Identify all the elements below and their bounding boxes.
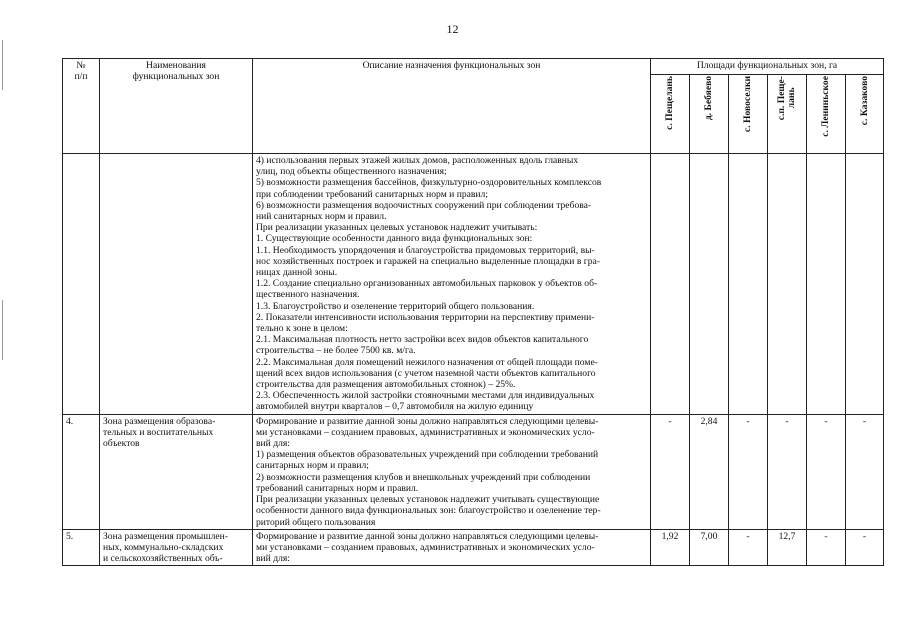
header-num: № п/п: [63, 59, 100, 154]
description-line: тельно к зоне в целом:: [256, 323, 348, 335]
area-value: [807, 154, 846, 415]
zone-name: [100, 414, 253, 529]
table-row: [63, 154, 884, 415]
description-line: 2. Показатели интенсивности использования территории на перспективу примени-: [256, 311, 595, 323]
header-area-col: с. Лениньское: [807, 75, 846, 154]
header-zone-name: Наименования функциональных зон: [100, 59, 253, 154]
description-line: 5) возможности размещения бассейнов, физкультурно-оздоровительных комплексов: [256, 177, 602, 189]
area-value: [729, 154, 768, 415]
zone-description: [253, 414, 651, 529]
description-line: 2.3. Обеспеченность жилой застройки стояночными местами для индивидуальных: [256, 390, 595, 402]
header-area-col: с. Пещелань: [651, 75, 690, 154]
table-row: [63, 529, 884, 566]
description-line: Формирование и развитие данной зоны должно направляться следующими целевы-: [256, 530, 599, 542]
description-line: риторий общего пользования: [256, 516, 376, 528]
row-number: 4.: [63, 414, 100, 529]
zone-description: [253, 529, 651, 566]
description-line: ми установками – созданием правовых, административных и экономических усло-: [256, 541, 595, 553]
header-description: Описание назначения функциональных зон: [253, 59, 651, 154]
description-line: ми установками – созданием правовых, административных и экономических усло-: [256, 426, 595, 438]
description-line: 2.2. Максимальная доля помещений нежилого назначения от общей площади поме-: [256, 356, 598, 368]
page-number: 12: [446, 22, 459, 36]
description-line: автомобилей внутри кварталов – 0,7 автомобиля на жилую единицу: [256, 401, 534, 413]
area-value: 7,00: [690, 529, 729, 566]
area-value: [651, 154, 690, 415]
description-line: 1.1. Необходимость упорядочения и благоустройства придомовых территорий, вы-: [256, 244, 595, 256]
zone-description: [253, 154, 651, 415]
scan-margin-mark: [2, 40, 3, 90]
description-line: 1.3. Благоустройство и озеленение территорий общего пользования.: [256, 300, 535, 312]
description-line: 1.2. Создание специально организованных автомобильных парковок у объектов об-: [256, 278, 598, 290]
area-value: -: [807, 529, 846, 566]
description-line: 1. Существующие особенности данного вида функциональных зон:: [256, 233, 533, 245]
description-line: ний санитарных норм и правил.: [256, 211, 387, 223]
description-line: 2.1. Максимальная плотность нетто застройки всех видов объектов капитального: [256, 334, 589, 346]
description-line: особенности данного вида функциональных зон: благоустройство и озеленение тер-: [256, 505, 601, 517]
area-value: 2,84: [690, 414, 729, 529]
area-value: [768, 154, 807, 415]
area-value: [846, 154, 884, 415]
description-line: 2) возможности размещения клубов и внешкольных учреждений при соблюдении: [256, 471, 591, 483]
area-value: -: [768, 414, 807, 529]
description-line: При реализации указанных целевых установок надлежит учитывать:: [256, 222, 538, 234]
description-line: вий для:: [256, 553, 290, 565]
scan-margin-mark: [2, 300, 3, 360]
zone-name-line: и сельскохозяйственных объ-: [103, 553, 223, 565]
description-line: вий для:: [256, 438, 290, 450]
area-value: 12,7: [768, 529, 807, 566]
description-line: 1) размещения объектов образовательных учреждений при соблюдении требований: [256, 449, 599, 461]
area-value: -: [729, 414, 768, 529]
description-line: санитарных норм и правил;: [256, 460, 369, 472]
header-area-col: д. Бебяево: [690, 75, 729, 154]
header-area-col: с.п. Пеще- лань: [768, 75, 807, 154]
description-line: Формирование и развитие данной зоны должно направляться следующими целевы-: [256, 415, 599, 427]
description-line: щений всех видов использования (с учетом наземной части объектов капитального: [256, 367, 596, 379]
description-line: при соблюдении требований санитарных норм и правил;: [256, 188, 489, 200]
table-row: [63, 414, 884, 529]
description-line: 6) возможности размещения водоочистных сооружений при соблюдении требова-: [256, 199, 592, 211]
description-line: строительства – не более 7500 кв. м/га.: [256, 345, 416, 357]
area-value: -: [729, 529, 768, 566]
area-value: [690, 154, 729, 415]
header-area-col: с. Казаково: [846, 75, 884, 154]
description-line: 4) использования первых этажей жилых домов, расположенных вдоль главных: [256, 155, 579, 166]
zone-name-line: объектов: [103, 438, 140, 450]
zone-name: [100, 529, 253, 566]
zone-name-line: ных, коммунально-складских: [103, 541, 224, 553]
description-line: строительства для размещения автомобильных стоянок) – 25%.: [256, 379, 516, 391]
row-number: 5.: [63, 529, 100, 566]
area-value: -: [651, 414, 690, 529]
area-value: -: [846, 529, 884, 566]
description-line: ницах данной зоны.: [256, 267, 338, 279]
area-value: -: [807, 414, 846, 529]
description-line: нос хозяйственных построек и гаражей на специально выделенные площадки в гра-: [256, 255, 600, 267]
header-area-col: с. Новоселки: [729, 75, 768, 154]
area-value: 1,92: [651, 529, 690, 566]
header-area-group: Площади функциональных зон, га: [651, 59, 884, 75]
zone-name-line: Зона размещения образова-: [103, 415, 216, 427]
zone-name-line: тельных и воспитательных: [103, 426, 214, 438]
zone-name: [100, 154, 253, 415]
description-line: При реализации указанных целевых установок надлежит учитывать существующие: [256, 494, 600, 506]
area-value: -: [846, 414, 884, 529]
functional-zones-table: [62, 58, 884, 566]
description-line: щественного назначения.: [256, 289, 360, 301]
zone-name-line: Зона размещения промышлен-: [103, 530, 228, 542]
description-line: улиц, под объекты общественного назначения;: [256, 166, 447, 178]
row-number: [63, 154, 100, 415]
description-line: требований санитарных норм и правил.: [256, 482, 419, 494]
